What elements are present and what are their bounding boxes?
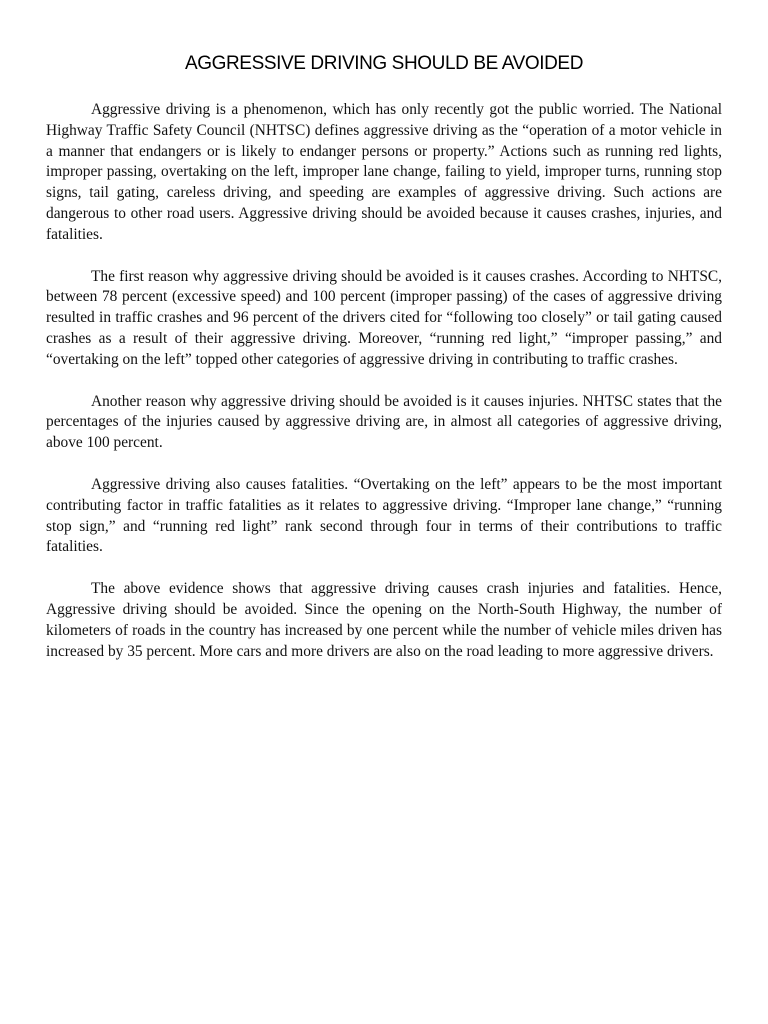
paragraph-crashes: The first reason why aggressive driving should be avoided is it causes crashes. According to NHTSC, between 78 percent (excessive speed) and 100 percent (improper passing) of the cases of aggressive driving resulted in traffic crashes and 96 percent of the drivers cited for “following too closely” or tail gating caused crashes as a result of their aggressive driving. Moreover, “running red light,” “improper passing,” and “overtaking on the left” topped other categories of aggressive driving in contributing to traffic crashes. xyxy=(46,267,722,368)
paragraph-fatalities: Aggressive driving also causes fatalities. “Overtaking on the left” appears to be the most important contributing factor in traffic fatalities as it relates to aggressive driving. “Improper lane change,” “running stop sign,” and “running red light” rank second through four in terms of their contributions to traffic fatalities. xyxy=(46,475,722,556)
paragraph-conclusion: The above evidence shows that aggressive driving causes crash injuries and fatalities. Hence, Aggressive driving should be avoided. Since the opening on the North-South Highway, the number of kilometers of roads in the country has increased by one percent while the number of vehicle miles driven has increased by 35 percent. More cars and more drivers are also on the road leading to more aggressive drivers. xyxy=(46,580,722,660)
document-body xyxy=(46,100,722,683)
paragraph-injuries: Another reason why aggressive driving should be avoided is it causes injuries. NHTSC states that the percentages of the injuries caused by aggressive driving are, in almost all categories of aggressive driving, above 100 percent. xyxy=(46,392,722,452)
paragraph-introduction: Aggressive driving is a phenomenon, which has only recently got the public worried. The National Highway Traffic Safety Council (NHTSC) defines aggressive driving as the “operation of a motor vehicle in a manner that endangers or is likely to endanger persons or property.” Actions such as running red lights, improper passing, overtaking on the left, improper lane change, failing to yield, improper turns, running stop signs, tail gating, careless driving, and speeding are examples of aggressive driving. Such actions are dangerous to other road users. Aggressive driving should be avoided because it causes crashes, injuries, and fatalities. xyxy=(46,101,722,243)
document-title: AGGRESSIVE DRIVING SHOULD BE AVOIDED xyxy=(184,53,584,74)
